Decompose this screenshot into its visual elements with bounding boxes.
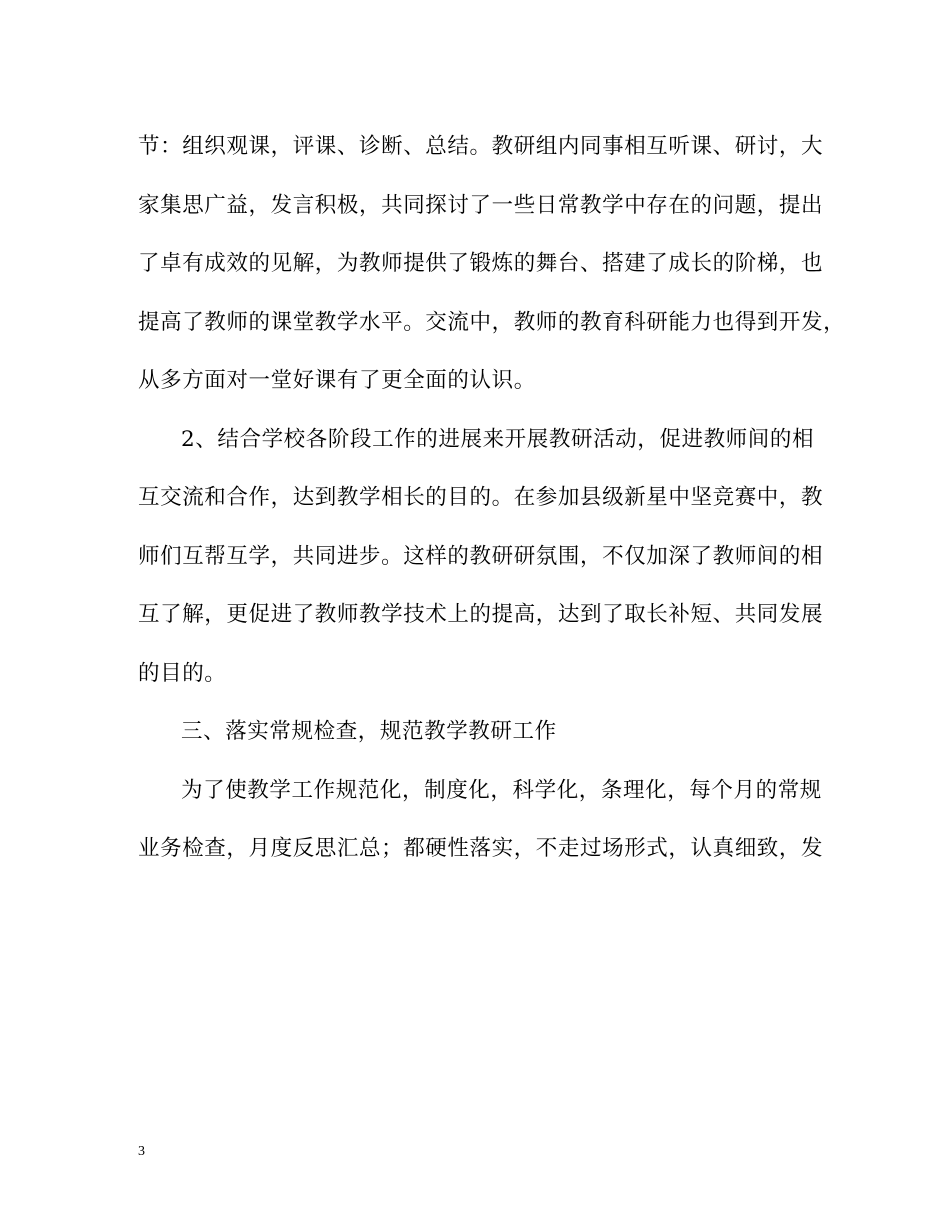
paragraph-line: 互了解，更促进了教师教学技术上的提高，达到了取长补短、共同发展 (138, 602, 824, 627)
page-number: 3 (138, 1144, 145, 1159)
paragraph-line: 提高了教师的课堂教学水平。交流中，教师的教育科研能力也得到开发， (138, 309, 846, 335)
document-body (138, 118, 846, 879)
paragraph-line: 家集思广益，发言积极，共同探讨了一些日常教学中存在的问题，提出 (138, 192, 824, 218)
paragraph-line: 节：组织观课，评课、诊断、总结。教研组内同事相互听课、研讨，大 (138, 134, 824, 159)
section-heading: 三、落实常规检查，规范教学教研工作 (181, 719, 557, 744)
paragraph-line: 互交流和合作，达到教学相长的目的。在参加县级新星中坚竞赛中，教 (138, 485, 824, 510)
paragraph-line: 的目的。 (138, 660, 227, 686)
paragraph-line: 师们互帮互学，共同进步。这样的教研研氛围，不仅加深了教师间的相 (138, 543, 824, 569)
paragraph-line: 从多方面对一堂好课有了更全面的认识。 (138, 368, 536, 393)
paragraph-line: 业务检查，月度反思汇总；都硬性落实，不走过场形式，认真细致，发 (138, 836, 824, 861)
paragraph-line: 了卓有成效的见解，为教师提供了锻炼的舞台、搭建了成长的阶梯，也 (138, 251, 824, 276)
paragraph-line: 2、结合学校各阶段工作的进展来开展教研活动，促进教师间的相 (181, 426, 815, 452)
paragraph-line: 为了使教学工作规范化，制度化，科学化，条理化，每个月的常规 (181, 777, 822, 803)
